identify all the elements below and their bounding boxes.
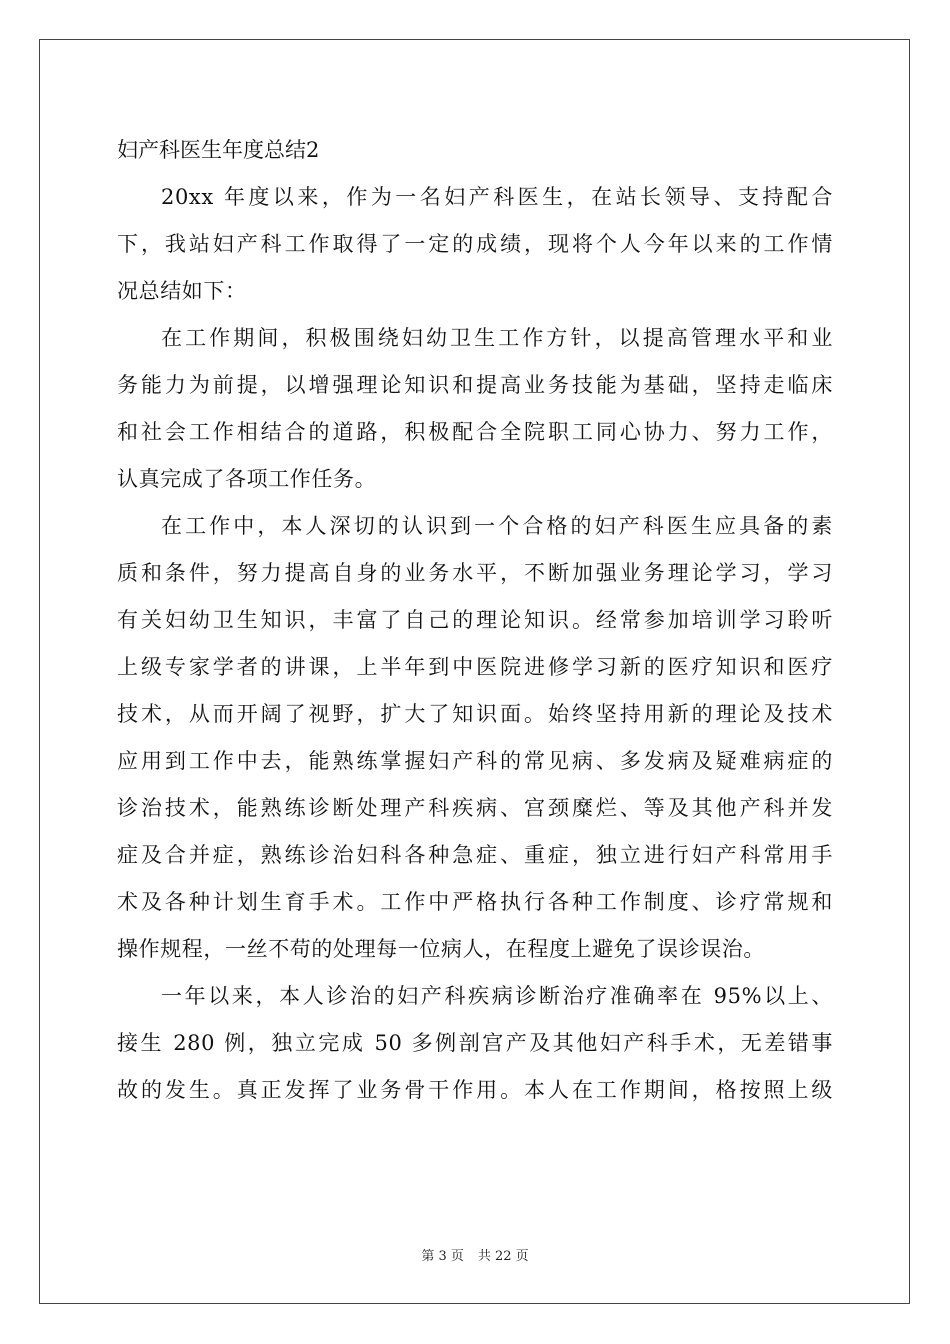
paragraph-line: 应用到工作中去，能熟练掌握妇产科的常见病、多发病及疑难病症的 bbox=[117, 749, 833, 773]
document-title: 妇产科医生年度总结2 bbox=[117, 138, 320, 162]
page-total: 共 22 页 bbox=[477, 1249, 529, 1264]
paragraph-line: 况总结如下： bbox=[117, 279, 247, 303]
paragraph-line: 认真完成了各项工作任务。 bbox=[117, 467, 377, 491]
paragraph-line: 务能力为前提，以增强理论知识和提高业务技能为基础，坚持走临床 bbox=[117, 373, 833, 397]
paragraph-line: 操作规程，一丝不苟的处理每一位病人，在程度上避免了误诊误治。 bbox=[117, 937, 765, 961]
paragraph-line: 有关妇幼卫生知识，丰富了自己的理论知识。经常参加培训学习聆听 bbox=[117, 608, 833, 632]
paragraph-line: 技术，从而开阔了视野，扩大了知识面。始终坚持用新的理论及技术 bbox=[117, 702, 833, 726]
paragraph-line: 术及各种计划生育手术。工作中严格执行各种工作制度、诊疗常规和 bbox=[117, 890, 833, 914]
paragraph-2 bbox=[117, 315, 833, 503]
paragraph-line: 下，我站妇产科工作取得了一定的成绩，现将个人今年以来的工作情 bbox=[117, 232, 833, 256]
paragraph-1 bbox=[117, 174, 833, 315]
paragraph-line: 在工作中，本人深切的认识到一个合格的妇产科医生应具备的素 bbox=[161, 514, 833, 538]
document-body bbox=[117, 127, 833, 1114]
paragraph-line: 诊治技术，能熟练诊断处理产科疾病、宫颈糜烂、等及其他产科并发 bbox=[117, 796, 833, 820]
paragraph-line: 故的发生。真正发挥了业务骨干作用。本人在工作期间，格按照上级 bbox=[117, 1078, 833, 1102]
page-footer bbox=[0, 1249, 950, 1265]
paragraph-line: 上级专家学者的讲课，上半年到中医院进修学习新的医疗知识和医疗 bbox=[117, 655, 833, 679]
paragraph-4 bbox=[117, 973, 833, 1114]
paragraph-3 bbox=[117, 503, 833, 973]
paragraph-line: 质和条件，努力提高自身的业务水平，不断加强业务理论学习，学习 bbox=[117, 561, 833, 585]
paragraph-line: 一年以来，本人诊治的妇产科疾病诊断治疗准确率在 95%以上、 bbox=[161, 984, 833, 1008]
paragraph-line: 症及合并症，熟练诊治妇科各种急症、重症，独立进行妇产科常用手 bbox=[117, 843, 833, 867]
paragraph-line: 在工作期间，积极围绕妇幼卫生工作方针，以提高管理水平和业 bbox=[161, 326, 833, 350]
paragraph-line: 接生 280 例，独立完成 50 多例剖宫产及其他妇产科手术，无差错事 bbox=[117, 1031, 833, 1055]
paragraph-line: 和社会工作相结合的道路，积极配合全院职工同心协力、努力工作， bbox=[117, 420, 833, 444]
paragraph-line: 20xx 年度以来，作为一名妇产科医生，在站长领导、支持配合 bbox=[161, 185, 833, 209]
page-number: 第 3 页 bbox=[421, 1249, 464, 1264]
